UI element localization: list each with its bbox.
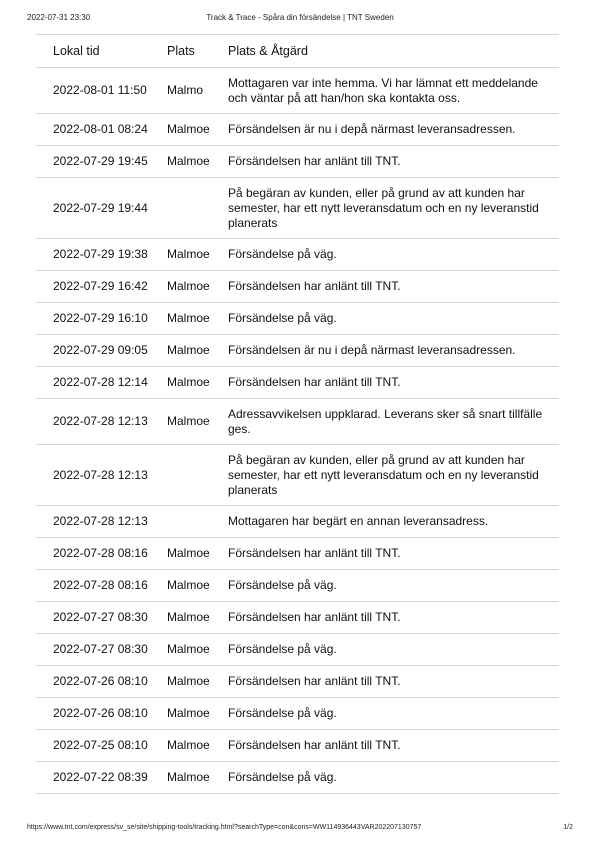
cell-place: Malmoe	[167, 311, 210, 325]
cell-place: Malmoe	[167, 414, 210, 428]
cell-action: Försändelsen är nu i depå närmast leveransadressen.	[228, 343, 516, 357]
header-place-action: Plats & Åtgärd	[228, 43, 308, 58]
cell-place: Malmoe	[167, 706, 210, 720]
table-row	[36, 538, 559, 570]
print-footer	[27, 824, 573, 836]
cell-action: Adressavvikelsen uppklarad. Leverans sker så snart tillfälle ges.	[228, 406, 543, 436]
cell-action: Försändelse på väg.	[228, 642, 337, 656]
cell-action: Försändelsen har anlänt till TNT.	[228, 279, 401, 293]
cell-place: Malmoe	[167, 375, 210, 389]
cell-action: Försändelse på väg.	[228, 247, 337, 261]
cell-local-time: 2022-07-26 08:10	[53, 674, 148, 688]
cell-local-time: 2022-07-29 16:10	[53, 311, 148, 325]
cell-place: Malmoe	[167, 578, 210, 592]
cell-local-time: 2022-07-27 08:30	[53, 610, 148, 624]
cell-place: Malmoe	[167, 642, 210, 656]
cell-action: Försändelsen har anlänt till TNT.	[228, 674, 401, 688]
table-row	[36, 634, 559, 666]
cell-action: Försändelsen har anlänt till TNT.	[228, 738, 401, 752]
table-row	[36, 239, 559, 271]
cell-action: Mottagaren var inte hemma. Vi har lämnat ett meddelande och väntar på att han/hon ska kontakta oss.	[228, 75, 538, 105]
cell-local-time: 2022-07-25 08:10	[53, 738, 148, 752]
table-row	[36, 730, 559, 762]
cell-place: Malmoe	[167, 674, 210, 688]
cell-local-time: 2022-08-01 08:24	[53, 122, 148, 136]
cell-action: Försändelsen har anlänt till TNT.	[228, 375, 401, 389]
print-header	[27, 13, 573, 25]
table-row	[36, 762, 559, 794]
table-row	[36, 367, 559, 399]
cell-local-time: 2022-07-28 12:14	[53, 375, 148, 389]
cell-local-time: 2022-07-26 08:10	[53, 706, 148, 720]
cell-action: På begäran av kunden, eller på grund av att kunden har semester, har ett nytt leveransdatum och en ny leveranstid planerats	[228, 185, 539, 230]
cell-local-time: 2022-07-28 08:16	[53, 546, 148, 560]
table-row	[36, 602, 559, 634]
tracking-table	[36, 34, 559, 794]
cell-local-time: 2022-07-22 08:39	[53, 770, 148, 784]
cell-place: Malmoe	[167, 546, 210, 560]
cell-action: Försändelsen är nu i depå närmast leveransadressen.	[228, 122, 516, 136]
table-row	[36, 335, 559, 367]
table-row	[36, 303, 559, 335]
table-row	[36, 178, 559, 239]
cell-place: Malmoe	[167, 279, 210, 293]
table-row	[36, 271, 559, 303]
cell-action: Mottagaren har begärt en annan leveransadress.	[228, 514, 489, 528]
cell-action: Försändelse på väg.	[228, 706, 337, 720]
table-row	[36, 146, 559, 178]
cell-action: Försändelsen har anlänt till TNT.	[228, 610, 401, 624]
cell-local-time: 2022-07-29 09:05	[53, 343, 148, 357]
cell-action: Försändelse på väg.	[228, 311, 337, 325]
cell-place: Malmoe	[167, 154, 210, 168]
header-local-time: Lokal tid	[53, 43, 100, 58]
cell-place: Malmoe	[167, 610, 210, 624]
cell-local-time: 2022-07-28 12:13	[53, 467, 148, 482]
cell-place: Malmoe	[167, 770, 210, 784]
cell-local-time: 2022-08-01 11:50	[53, 83, 147, 97]
print-url: https://www.tnt.com/express/sv_se/site/shipping-tools/tracking.html?searchType=con&cons=WW114936443VAR202207130757	[27, 824, 422, 831]
cell-place: Malmoe	[167, 343, 210, 357]
cell-local-time: 2022-07-29 16:42	[53, 279, 148, 293]
table-row	[36, 506, 559, 538]
page-indicator: 1/2	[563, 824, 573, 831]
cell-action: På begäran av kunden, eller på grund av att kunden har semester, har ett nytt leveransdatum och en ny leveranstid planerats	[228, 452, 539, 497]
table-row	[36, 666, 559, 698]
table-row	[36, 114, 559, 146]
cell-local-time: 2022-07-29 19:45	[53, 154, 148, 168]
cell-local-time: 2022-07-28 12:13	[53, 514, 148, 528]
cell-local-time: 2022-07-29 19:44	[53, 200, 148, 215]
table-header-row	[36, 34, 559, 68]
cell-local-time: 2022-07-28 12:13	[53, 414, 148, 428]
table-row	[36, 68, 559, 114]
header-place: Plats	[167, 43, 195, 58]
print-datetime: 2022-07-31 23:30	[27, 13, 91, 22]
cell-action: Försändelse på väg.	[228, 770, 337, 784]
cell-local-time: 2022-07-27 08:30	[53, 642, 148, 656]
table-row	[36, 698, 559, 730]
cell-place: Malmoe	[167, 738, 210, 752]
cell-local-time: 2022-07-28 08:16	[53, 578, 148, 592]
cell-action: Försändelsen har anlänt till TNT.	[228, 154, 401, 168]
table-row	[36, 445, 559, 506]
cell-place: Malmoe	[167, 247, 210, 261]
table-row	[36, 570, 559, 602]
print-page-title: Track & Trace - Spåra din försändelse | TNT Sweden	[206, 13, 394, 22]
table-row	[36, 399, 559, 445]
cell-action: Försändelsen har anlänt till TNT.	[228, 546, 401, 560]
cell-place: Malmo	[167, 83, 204, 97]
cell-place: Malmoe	[167, 122, 210, 136]
cell-local-time: 2022-07-29 19:38	[53, 247, 148, 261]
cell-action: Försändelse på väg.	[228, 578, 337, 592]
